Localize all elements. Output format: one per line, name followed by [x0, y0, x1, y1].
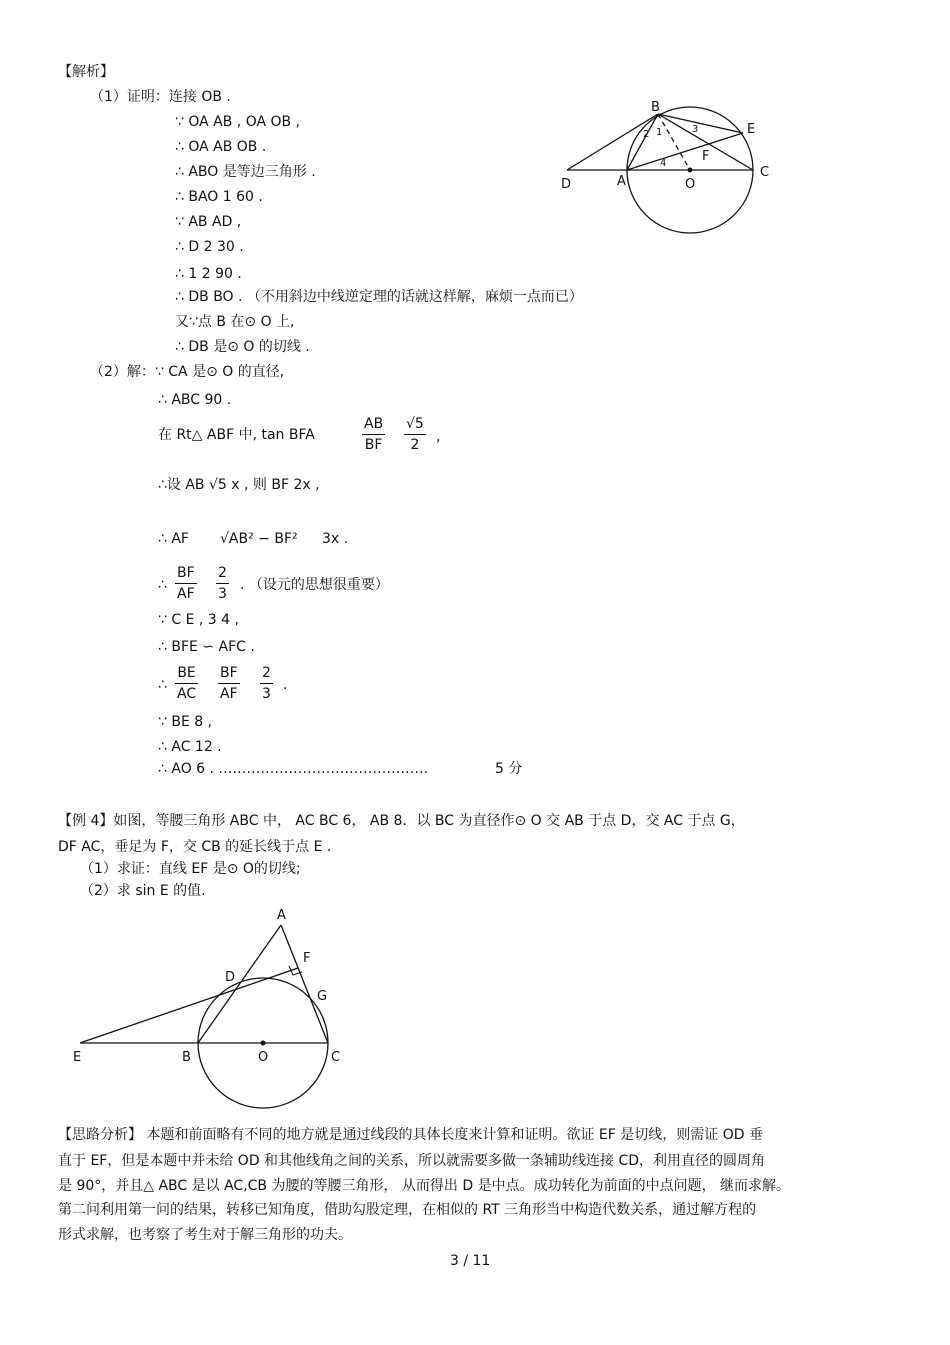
label-c: C — [760, 165, 770, 180]
therefore-symbol: ∴ — [158, 577, 167, 593]
label-d: D — [225, 970, 236, 985]
label-e: E — [73, 1050, 82, 1065]
question-2: （2）求 sin E 的值. — [80, 883, 206, 899]
label-o: O — [685, 177, 696, 192]
solution-line: 3x . — [322, 531, 349, 547]
fraction: √5 2 — [406, 416, 424, 453]
analysis-heading: 【解析】 — [58, 64, 114, 80]
solution-line: . （设元的思想很重要） — [240, 577, 389, 593]
label-d: D — [561, 177, 572, 192]
label-f: F — [702, 149, 710, 164]
proof-line: ∴ 1 2 90 . — [175, 266, 242, 282]
label-c: C — [331, 1050, 341, 1065]
solution-line: ∴ ABC 90 . — [158, 392, 232, 408]
figure-1 — [555, 95, 785, 240]
label-e: E — [747, 122, 756, 137]
proof-line: 又∵点 B 在⊙ O 上, — [175, 314, 295, 330]
solution-line: ∴ AO 6 . ……………………………………… — [158, 761, 429, 777]
page-number: 3 / 11 — [450, 1253, 491, 1269]
proof-line: ∴ D 2 30 . — [175, 239, 244, 255]
question-1: （1）求证：直线 EF 是⊙ O的切线; — [80, 861, 301, 877]
fraction: 2 3 — [262, 665, 271, 702]
solution-line: 在 Rt△ ABF 中, tan BFA — [158, 427, 315, 443]
solution-line: ∵ BE 8 , — [158, 714, 213, 730]
solution-line: ∴设 AB √5 x , 则 BF 2x , — [158, 477, 320, 493]
proof-line: ∴ DB 是⊙ O 的切线 . — [175, 339, 310, 355]
period: . — [283, 677, 288, 693]
proof-line: ∴ OA AB OB . — [175, 139, 267, 155]
proof-line: ∴ DB BO . （不用斜边中线逆定理的话就这样解，麻烦一点而已） — [175, 289, 583, 305]
solution-line: ∴ AC 12 . — [158, 739, 222, 755]
proof-line: ∴ BAO 1 60 . — [175, 189, 263, 205]
label-a: A — [617, 174, 626, 189]
solution-line: ∴ AF — [158, 531, 189, 547]
sqrt-expression: √AB² − BF² — [220, 531, 298, 547]
fraction: BE AC — [177, 665, 197, 702]
comma: , — [436, 429, 441, 445]
part1-intro: （1）证明：连接 OB . — [90, 89, 231, 105]
label-1: 1 — [656, 127, 663, 138]
example-4-line2: DF AC，垂足为 F，交 CB 的延长线于点 E . — [58, 839, 332, 855]
analysis-line: 是 90°，并且△ ABC 是以 AC,CB 为腰的等腰三角形， 从而得出 D 是中点。成功转化为前面的中点问题， 继而求解。 — [58, 1178, 791, 1194]
fraction: 2 3 — [218, 565, 227, 602]
solution-line: ∴ BFE ∽ AFC . — [158, 639, 255, 655]
therefore-symbol: ∴ — [158, 677, 167, 693]
label-b: B — [651, 100, 660, 115]
label-4: 4 — [660, 158, 667, 169]
label-b: B — [182, 1050, 191, 1065]
fraction: BF AF — [177, 565, 195, 602]
proof-line: ∵ OA AB , OA OB , — [175, 114, 301, 130]
proof-line: ∴ ABO 是等边三角形 . — [175, 164, 316, 180]
label-f: F — [303, 951, 311, 966]
part2-intro: （2）解：∵ CA 是⊙ O 的直径, — [90, 364, 285, 380]
label-g: G — [317, 989, 328, 1004]
example-4-line1: 【例 4】如图，等腰三角形 ABC 中， AC BC 6， AB 8．以 BC 为直径作⊙ O 交 AB 于点 D，交 AC 于点 G， — [58, 813, 745, 829]
solution-line: ∵ C E , 3 4 , — [158, 612, 239, 628]
label-2: 2 — [643, 129, 650, 140]
analysis-line: 第二问利用第一问的结果，转移已知角度，借助勾股定理，在相似的 RT 三角形当中构造代数关系，通过解方程的 — [58, 1202, 757, 1218]
proof-line: ∵ AB AD , — [175, 214, 242, 230]
fraction: BF AF — [220, 665, 238, 702]
analysis-line: 形式求解，也考察了考生对于解三角形的功夫。 — [58, 1227, 352, 1243]
label-3: 3 — [692, 124, 699, 135]
analysis-line: 【思路分析】 本题和前面略有不同的地方就是通过线段的具体长度来计算和证明。欲证 EF 是切线，则需证 OD 垂 — [58, 1127, 763, 1143]
label-a: A — [277, 908, 286, 923]
fraction: AB BF — [364, 416, 384, 453]
analysis-line: 直于 EF，但是本题中并未给 OD 和其他线角之间的关系，所以就需要多做一条辅助线连接 CD，利用直径的圆周角 — [58, 1153, 766, 1169]
label-o: O — [258, 1050, 269, 1065]
score: 5 分 — [495, 761, 523, 777]
figure-2 — [65, 905, 355, 1115]
